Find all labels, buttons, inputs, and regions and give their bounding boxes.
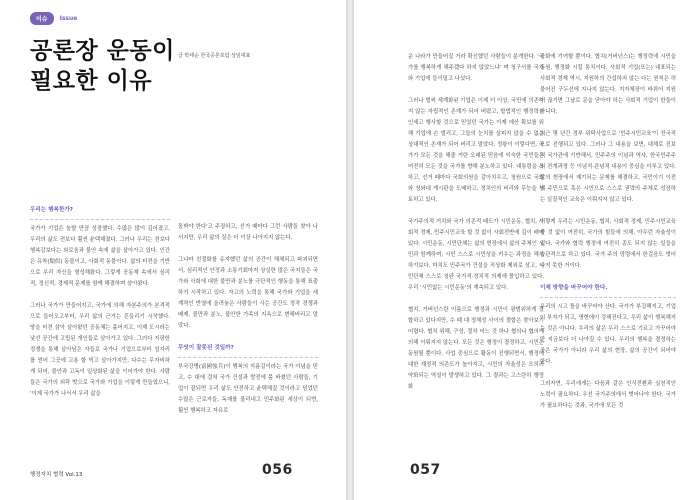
section-heading: 우리는 행복한가? [30, 207, 74, 213]
paragraph: 국가주의적 거치와 국가 의존적 태도가 시민운동, 협치, 사회적 경제, 민주시민교육 할 것 없이 사회전반에 깊이 배어 있다. 시민운동, 시민단체는 삶의 현장에서 삶의 주체인 시민과 함께하며, 시민 스스로 시민성을 키우는 과정을 해치하기보다, 마치도 민주국가 건설을 직상화 제외로 삼고, 시민단체 스스로 청완 국가적·정치적 의제에 몰입하고 있다. 우리 '시민없는 시민운동'의 계속되고 있다. [408, 219, 544, 291]
left-column-1 [30, 205, 170, 455]
right-page [354, 0, 700, 500]
issue-tag [30, 12, 77, 25]
section-divider [540, 297, 676, 298]
section-divider [30, 219, 170, 220]
paragraph: 우리의 시고 틀을 바꾸어야 산다. 국가가 부강해지고, 기업이 부자가 되고, 명현에이 강해진다고, 우리 삶이 행복해지는 것은 아니다. 우리의 삶은 우리 스스로 기르고 가꾸어야만 지금보다 더 나아질 수 있다. 우리의 행복을 결정하는 곳은 국가가 아니라 우리 삶의 현장, 삶의 공간이 되어야 한다. [540, 304, 676, 365]
issue-label: Issue [59, 15, 78, 22]
left-column-2 [178, 222, 318, 455]
paragraph: 이렇게 우리는 시민운동, 협치, 사회적 경제, 민주시민교육할 것 없이 여전히, 국가의 힘들에 의해, 아무런 자율성이 없다. 국가와 협력 행정에 여전히 종도 되지 않는 일들을 습관적으로 하고 있다. 국가 주의 망령에서 한걸음도 벗어나지 못한 거이다. [540, 219, 676, 269]
paragraph: 그러나 국가가 만들어지고, 국가에 의해 자본주의가 본격적으로 들어오고부터, 우리 삶의 근거는 흔들리기 시작했다. 땅을 터전 삼아 살아왔던 공동체는 흩어지고, 이제 도시라는 낯선 공간에 고립된 개인들로 살아가고 있다. 그러다 지팡한 경쟁을 통해 살아남은 자들로 국가나 기업으로부터 일자리를 얻어 그곳에 고용 할 빅고 살아가지만, 다수는 무자비하게 되어, 불안과 고독이 일상화된 삶을 이어가야 한다. 사람들은 국가의 외곽 벗으로 국가와 기업을 이렇게 만들었으니, '이제 국가가 나서서 우리 삶을 [30, 303, 170, 397]
title-line-1: 공론장 운동이 [30, 38, 175, 64]
article-title [30, 36, 175, 96]
left-page [0, 0, 346, 500]
paragraph: 최근 몇 년간 정부 위탁사업으로 '민주시민교육'이 전국적으로 진행되고 있다. 그러나 그 내용을 보면, 대체로 진보적 국가관에 기반해서, 민주주의 이념과 역사, 한국민주주의 전개과정 등 이념적·관념적 내용이 중심을 이루고 있다. 삶의 현장에서 제기되는 문제를 해결하고, 국민이기 이전에 주민으로 혹은 시민으로 스스로 권력의 주체로 성장하는 실질적인 교육은 이뤄지지 않고 있다. [540, 131, 676, 203]
section-divider [178, 357, 318, 358]
issue-badge: 이슈 [30, 12, 54, 25]
section-heading: 이제 방향을 바꾸어야 한다. [540, 285, 608, 291]
paragraph: 부국강병(富國強兵)이 행복의 지름길이라는 국가 이념을 믿고, 수 대에 걸쳐 국가 건설과 발전에 몸 바쳤던 사람들, 기업이 잘되면 우리 삶도 안전하고 윤택해질 것이라고 믿었던 수많은 근로자들, 독재를 물리내고 민주화된 세상이 되면, 훨씬 행복하고 자유로 [178, 364, 318, 414]
paragraph: 그러나 벌써 세계화된 기업은 이제 더 이상, 국민에 의존하지 않는 자립적인 존재가 되어 버렸고, 합법적인 행정력을 인세고 행사할 것으로 믿었던 국가는 이제 예산 확보를 위해 기업에 손 벌리고, 그들의 눈치를 살피지 않을 수 없는 상대적인 존재가 되어 버리고 말았다. 정왕이 이렇다면, 국가가 모든 것을 해줄 거란 오래된 믿음에 익숙한 국민들은 여전히 모든 것을 국가를 향해 분노하고 있다. 대통령을 욕하고, 선거 때마다 국회의원을 갈아치우고, 청원으로 국회와 청와대 게시판을 도배하고, 정치인의 비리와 무능을 성토하고 있다. [408, 98, 544, 203]
paragraph: 돌봐야 한다'고 주장하고, 선거 때마다 그런 사람들 찾아 나서지만, 우리 삶의 질은 더 이상 나아지지 않는다. [178, 224, 318, 241]
page-number: 057 [410, 462, 441, 478]
title-line-2: 필요한 이유 [30, 68, 153, 94]
paragraph: 협치, 거버넌스란 이름으로 행정과 시민이 광범위하게 결합하고 있다지만, 수 때 대 정체성 사이의 결합은 찾아보기 어렵다. 협치 위해, 구성, 절차 어느 것 하나 협의나 협의에 의해 이뤄지지 않는다. 모든 것은 행정이 결정하고, 시민은 동원될 뿐이다. 사업 중심으로 활동이 진행되면서, 행정에 대한 재정적 의존도가 높아지고, 시민의 자율성은 오히려 약화되는 역설이 발생하고 있다. 그 결과는 고스란히 행정화 [408, 307, 544, 390]
page-gutter [346, 0, 354, 500]
paragraph: 그나마 친절화를 유지했던 삶의 공간이 해체되고 파괴되면서, 심리적인 안정과 소통기회마저 상실한 많은 국지들은 국가와 사회에 대한 불만과 분노를 극단적인 행동을 통해 표출하기 시작하고 있다. 자고의 노력을 통해 국가와 기업을 세계적인 반열에 올려놓은 사람들이 사는 공간도 정작 경쟁과 배제, 불만과 분노, 불안한 가족의 지옥으로 변해버리고 말았다. [178, 257, 318, 329]
magazine-footer: 행정자치 협력 Vol.13 [30, 472, 83, 478]
paragraph: 강화에 기여할 뿐이다. 협치(거버넌스)는 행정력에 시민을 동원, 행정화 시킬 통치이다. 사회적 기업(또는) 대표되는 사회적 경제 역시, 지원하의 간섭하지 않는 다는 원칙은 허물어진 구두선에 지나지 않는다. 지자체장이 바뀌어 지원이 끊기면 그날로 문을 닫아야 하는 사회적 기업이 한둘이 아니다. [540, 54, 676, 115]
right-column-1 [408, 52, 544, 452]
right-column-2 [540, 52, 676, 452]
paragraph: 운 나라가 만들어질 거라 확신했던 사람들이 분개한다. '국가를 행복하게 해주겠다 하지 않았느냐' 며 청구서를 국가와 기업에 들이밀고 나섰다. [408, 54, 544, 82]
paragraph: 그러자면, 우리에게는 다음과 같은 인식전환과 실천적인 노력이 필요하다. 우선 국가주의에서 벗어나야 한다. 국가가 필요하다는 것과, 국가에 모든 것 [540, 381, 676, 409]
page-number: 056 [262, 462, 293, 478]
author-byline: 글 박태순 한국공론포럼 상임대표 [178, 53, 251, 59]
paragraph: 국가가 기업은 놀랄 만큼 성장했다. 수많은 많이 깊어졌고, 우리의 삶도 전보다 훨씬 윤택해졌다. 그러나 우리는 전보다 행복감보다는 외로움과 불안 속에 삶을 살아가고 있다. 인간은 유착(類似) 동물이고, 사회적 동물이다. 삶의 터전을 기반으로 우리 자신을 형성해왔다. 그렇게 공동체 속에서 심리적, 정신적, 경제적 문제를 함께 해결하며 살아왔다. [30, 226, 170, 287]
section-heading: 무엇이 잘못된 것일까? [178, 345, 234, 351]
